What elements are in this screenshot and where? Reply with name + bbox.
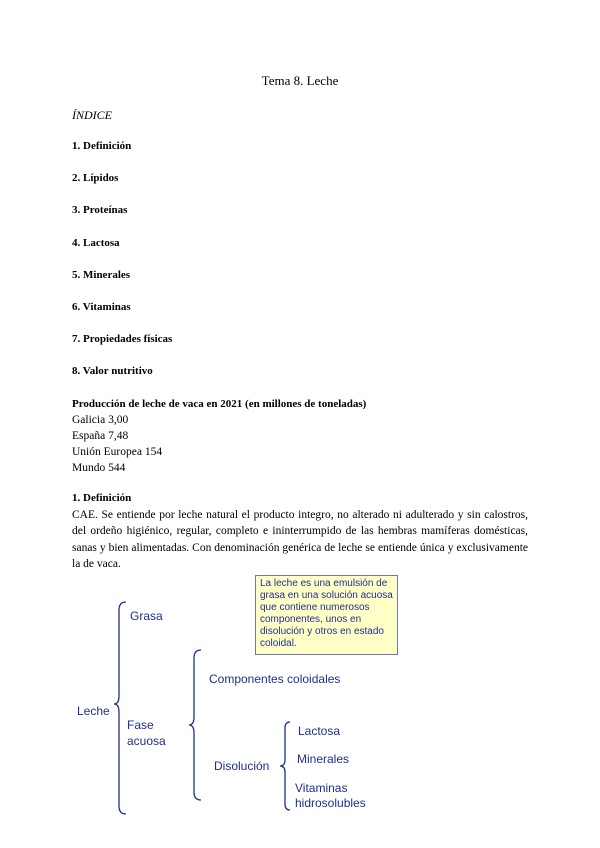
brace-leche	[114, 602, 126, 814]
index-heading: ÍNDICE	[72, 108, 112, 122]
production-heading: Producción de leche de vaca en 2021 (en millones de toneladas)	[72, 398, 367, 410]
toc-item-lactosa: 4. Lactosa	[72, 236, 120, 249]
toc-item-minerales: 5. Minerales	[72, 268, 131, 281]
toc-item-definicion: 1. Definición	[72, 140, 132, 152]
toc-item-valor-nutritivo: 8. Valor nutritivo	[72, 365, 153, 378]
definition-text: CAE. Se entiende por leche natural el producto integro, no alterado ni adulterado y sin calostros, del ordeño higiénico, regular, completo e ininterrumpido de las hembras mamíferas domésticas, sanas y bien alimentadas. Con denominación genérica de leche se entiende única y exclusivamente la de vaca.	[72, 508, 528, 570]
label-lactosa: Lactosa	[298, 724, 341, 738]
definition-section	[72, 490, 528, 573]
label-vitaminas: Vitaminas	[295, 781, 348, 795]
production-section	[72, 396, 366, 476]
label-fase: Fase	[127, 718, 154, 732]
page-title: Tema 8. Leche	[261, 73, 339, 88]
toc-item-lipidos: 2. Lípidos	[72, 172, 119, 185]
toc-item-proteinas: 3. Proteínas	[72, 204, 128, 217]
label-disolucion: Disolución	[214, 759, 270, 773]
label-componentes-coloidales: Componentes coloidales	[209, 672, 341, 686]
production-row-espana: España 7,48	[72, 430, 129, 442]
table-of-contents	[72, 140, 172, 398]
brace-fase-acuosa	[189, 650, 201, 800]
label-leche: Leche	[77, 704, 110, 718]
label-acuosa: acuosa	[127, 734, 166, 748]
label-hidrosolubles: hidrosolubles	[295, 796, 366, 810]
emulsion-note: La leche es una emulsión de grasa en una solución acuosa que contiene numerosos componentes, unos en disolución y otros en estado coloidal.	[255, 575, 398, 655]
toc-item-propiedades: 7. Propiedades físicas	[72, 333, 173, 346]
label-grasa: Grasa	[130, 609, 163, 623]
toc-item-vitaminas: 6. Vitaminas	[72, 300, 131, 313]
label-minerales: Minerales	[297, 752, 350, 766]
production-row-mundo: Mundo 544	[72, 462, 126, 474]
definition-heading: 1. Definición	[72, 492, 132, 504]
brace-disolucion	[280, 722, 290, 810]
production-row-galicia: Galicia 3,00	[72, 414, 129, 426]
production-row-ue: Unión Europea 154	[72, 446, 163, 458]
milk-composition-diagram	[0, 570, 600, 840]
